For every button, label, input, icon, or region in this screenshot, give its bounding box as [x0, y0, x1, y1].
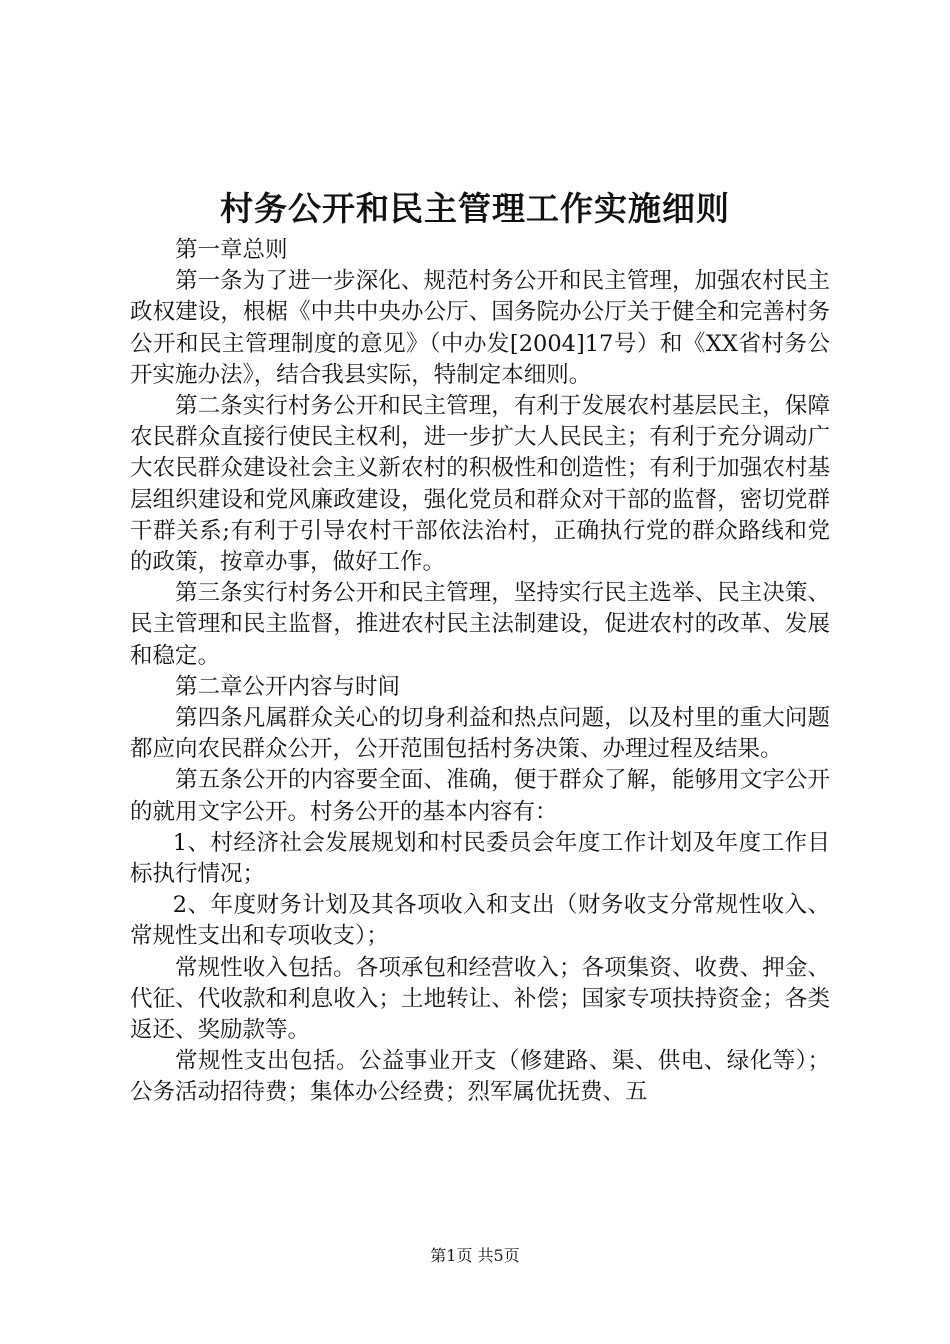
chapter-heading: 第一章总则 [175, 237, 288, 263]
article-paragraph: 第四条凡属群众关心的切身利益和热点问题，以及村里的重大问题都应向农民群众公开，公开范围包括村务决策、办理过程及结果。 [130, 705, 830, 763]
article-paragraph: 第三条实行村务公开和民主管理，坚持实行民主选举、民主决策、民主管理和民主监督，推进农村民主法制建设，促进农村的改革、发展和稳定。 [130, 580, 830, 669]
article-paragraph: 常规性收入包括。各项承包和经营收入；各项集资、收费、押金、代征、代收款和利息收入；土地转让、补偿；国家专项扶持资金；各类返还、奖励款等。 [130, 954, 830, 1044]
article-paragraph: 第五条公开的内容要全面、准确，便于群众了解，能够用文字公开的就用文字公开。村务公开的基本内容有： [130, 767, 830, 825]
article-paragraph: 第二条实行村务公开和民主管理，有利于发展农村基层民主，保障农民群众直接行使民主权利，进一步扩大人民民主；有利于充分调动广大农民群众建设社会主义新农村的积极性和创造性；有利于加强农村基层组织建设和党风廉政建设，强化党员和群众对干部的监督，密切党群干群关系;有利于引导农村干部依法治村，正确执行党的群众路线和党的政策，按章办事，做好工作。 [130, 393, 830, 576]
article-paragraph: 常规性支出包括。公益事业开支（修建路、渠、供电、绿化等）；公务活动招待费；集体办公经费；烈军属优抚费、五 [130, 1048, 830, 1106]
document-body [130, 235, 830, 1109]
list-item: 2、年度财务计划及其各项收入和支出（财务收支分常规性收入、常规性支出和专项收支）； [130, 892, 830, 950]
chapter-heading: 第二章公开内容与时间 [175, 673, 401, 700]
list-item: 1、村经济社会发展规划和村民委员会年度工作计划及年度工作目标执行情况； [130, 829, 830, 888]
article-paragraph: 第一条为了进一步深化、规范村务公开和民主管理，加强农村民主政权建设，根椐《中共中央办公厅、国务院办公厅关于健全和完善村务公开和民主管理制度的意见》（中办发[2004]17号）和《XX省村务公开实施办法》，结合我县实际，特制定本细则。 [130, 268, 830, 388]
document-title: 村务公开和民主管理工作实施细则 [220, 189, 730, 228]
page-footer: 第1页 共5页 [430, 1246, 520, 1265]
